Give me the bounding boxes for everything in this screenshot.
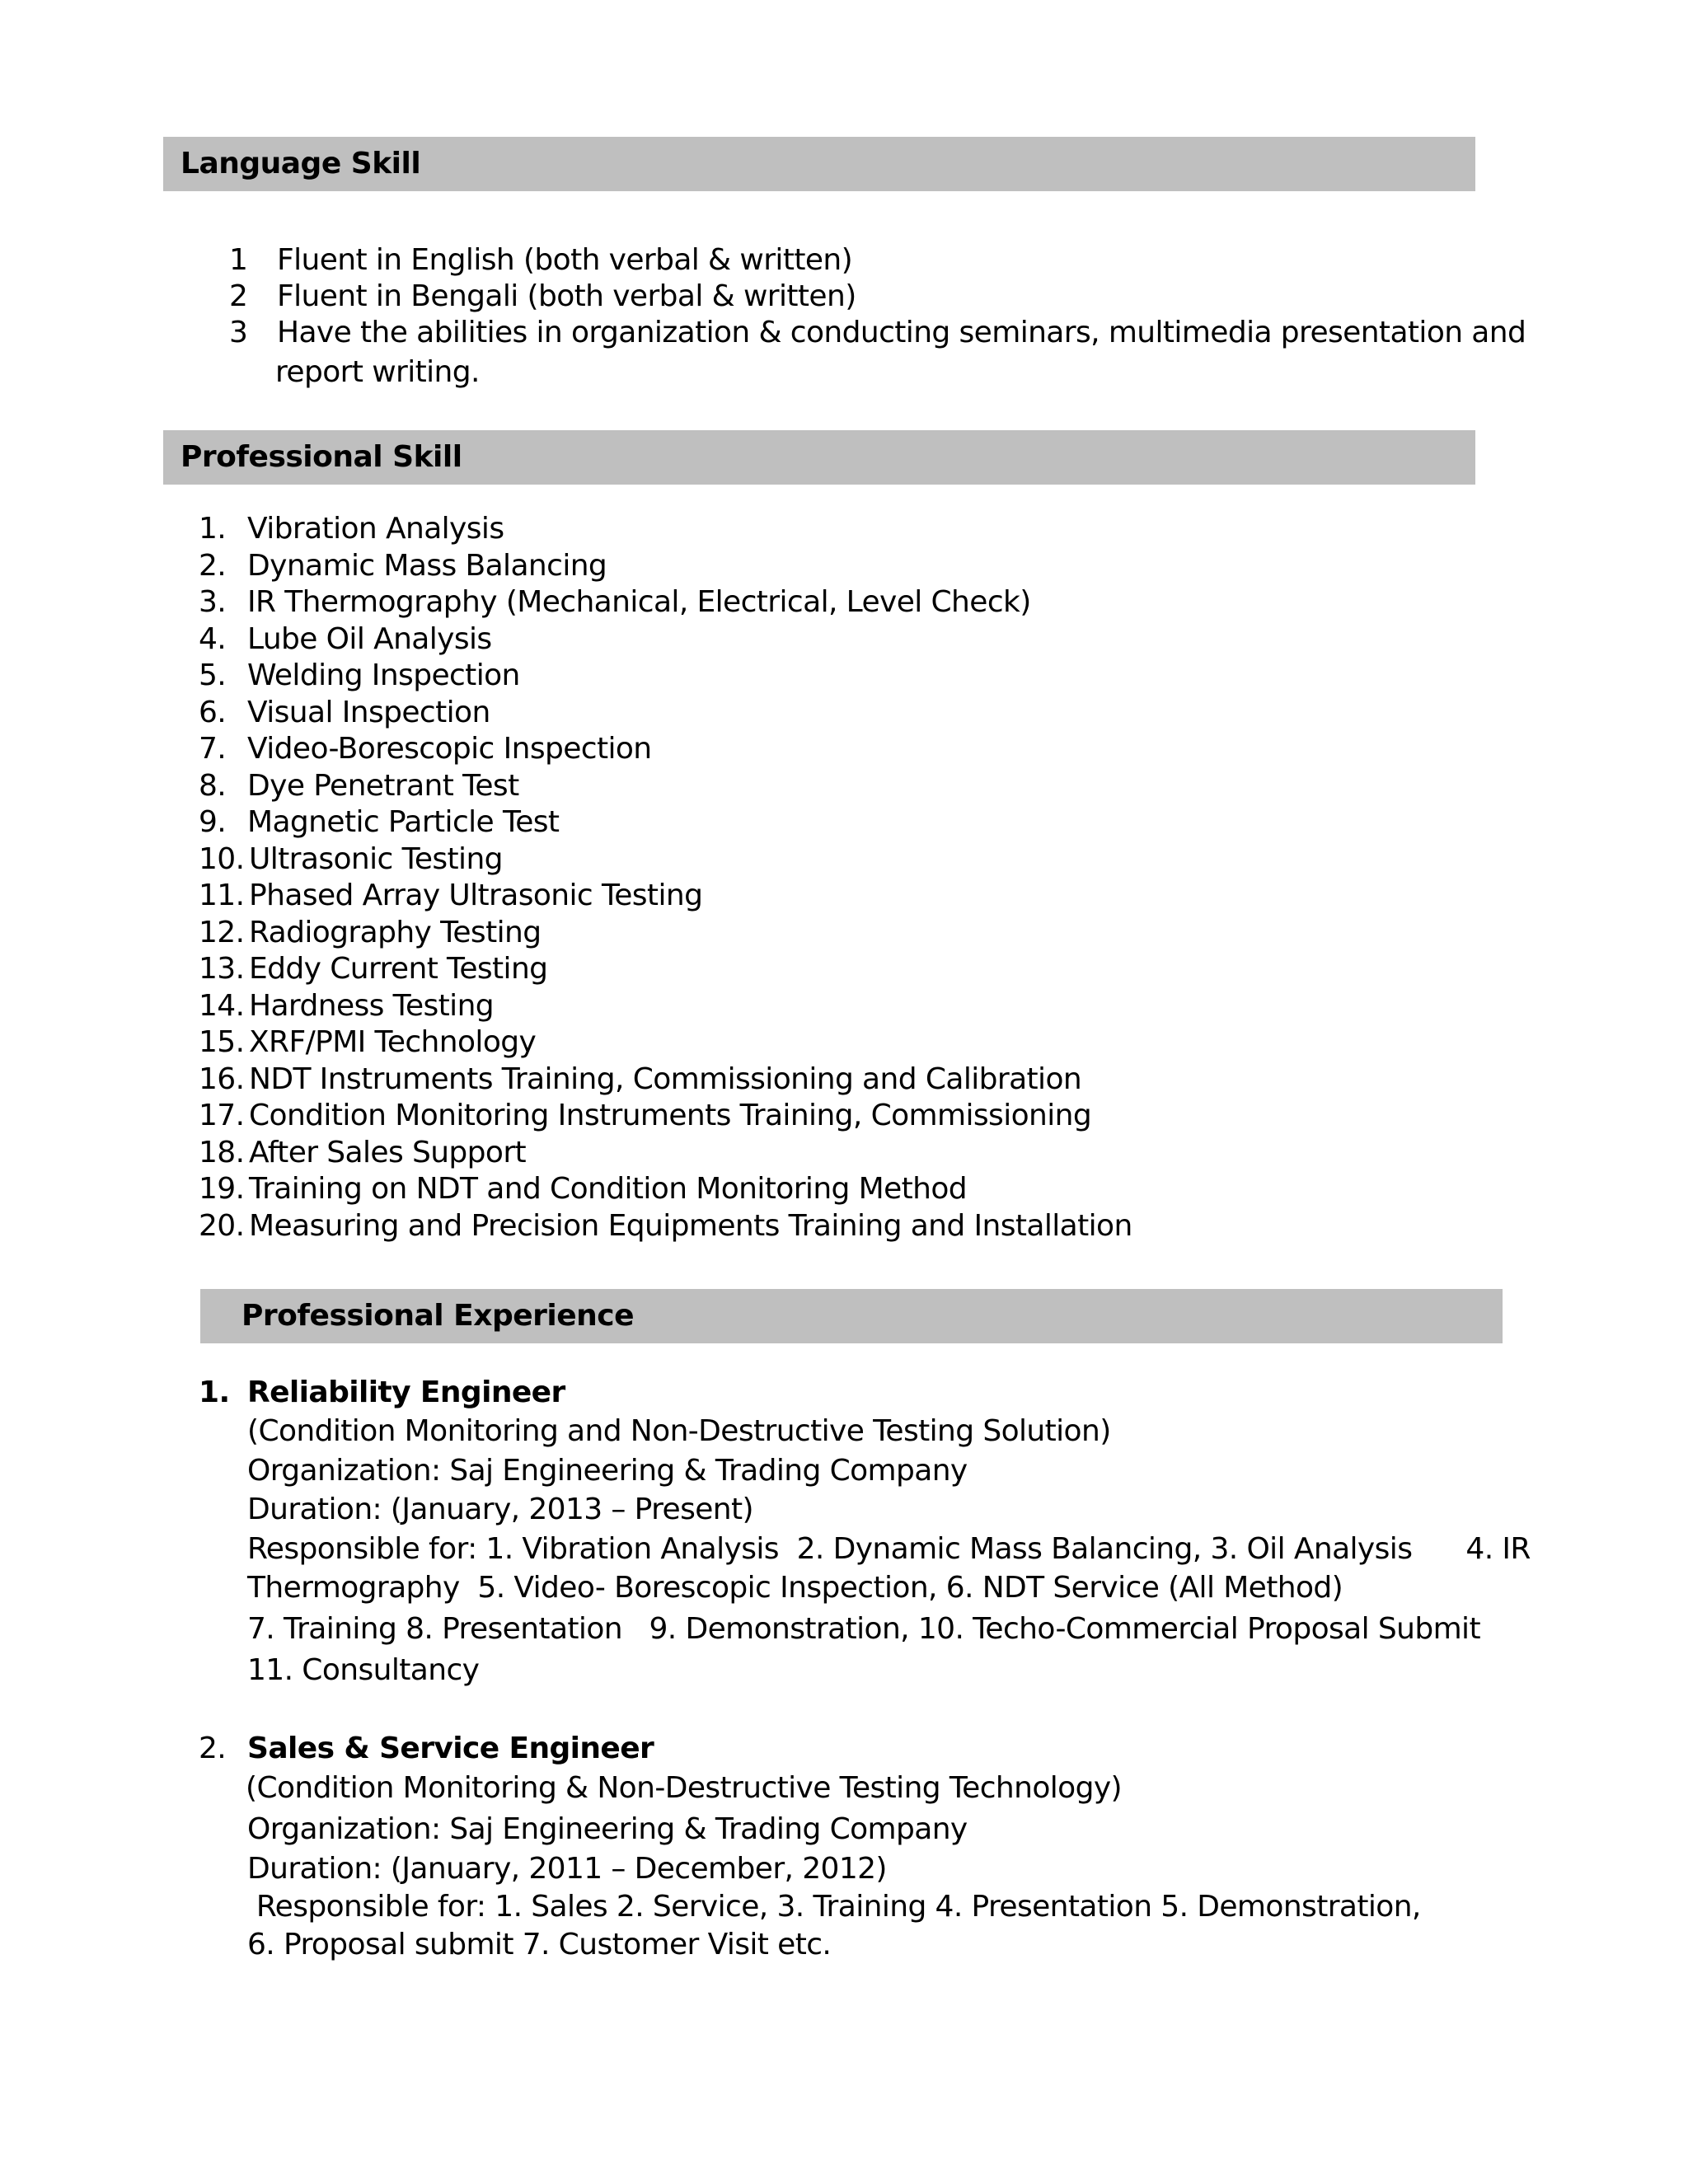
list-number: 1.	[199, 512, 227, 546]
section-heading-professional-experience	[200, 1289, 1503, 1343]
list-number: 10.	[199, 841, 245, 876]
list-text: Dynamic Mass Balancing	[247, 548, 607, 583]
section-heading-language-skill	[163, 137, 1475, 191]
job-duration: Duration: (January, 2011 – December, 2012)	[247, 1852, 887, 1886]
list-text: Magnetic Particle Test	[247, 805, 560, 839]
list-number: 6.	[199, 695, 227, 729]
job-responsibilities: Responsible for: 1. Sales 2. Service, 3. Training 4. Presentation 5. Demonstration,	[247, 1890, 1421, 1924]
list-number: 17.	[199, 1099, 245, 1132]
list-number: 18.	[199, 1135, 245, 1169]
list-number: 8.	[199, 768, 227, 803]
list-number: 16.	[199, 1062, 245, 1096]
list-text: IR Thermography (Mechanical, Electrical, Level Check)	[247, 585, 1031, 619]
list-text: Hardness Testing	[249, 988, 495, 1023]
job-organization: Organization: Saj Engineering & Trading Company	[247, 1454, 968, 1488]
list-text: report writing.	[275, 355, 480, 389]
list-number: 2	[229, 279, 248, 313]
list-text: Have the abilities in organization & conducting seminars, multimedia presentation and	[277, 316, 1526, 349]
list-number: 13.	[199, 952, 245, 986]
list-text: Vibration Analysis	[247, 512, 504, 546]
job-responsibilities: Responsible for: 1. Vibration Analysis 2. Dynamic Mass Balancing, 3. Oil Analysis 4. IR	[247, 1532, 1531, 1566]
list-text: Measuring and Precision Equipments Training and Installation	[249, 1208, 1132, 1243]
section-heading-professional-skill	[163, 430, 1475, 485]
list-text: Video-Borescopic Inspection	[247, 732, 652, 766]
list-number: 5.	[199, 658, 227, 692]
list-text: Welding Inspection	[247, 658, 520, 692]
job-detail: (Condition Monitoring and Non-Destructive Testing Solution)	[247, 1414, 1111, 1448]
section-heading-text: Language Skill	[181, 147, 421, 180]
section-heading-text: Professional Experience	[241, 1299, 635, 1333]
job-detail: (Condition Monitoring & Non-Destructive Testing Technology)	[246, 1771, 1122, 1805]
section-heading-text: Professional Skill	[181, 440, 462, 474]
job-responsibilities: Thermography 5. Video- Borescopic Inspection, 6. NDT Service (All Method)	[247, 1571, 1343, 1605]
list-number: 20.	[199, 1208, 245, 1243]
list-text: Ultrasonic Testing	[249, 841, 503, 876]
job-responsibilities: 11. Consultancy	[247, 1653, 480, 1687]
list-text: Fluent in Bengali (both verbal & written)	[277, 279, 856, 313]
job-organization: Organization: Saj Engineering & Trading Company	[247, 1812, 968, 1846]
list-number: 4.	[199, 621, 227, 656]
job-number: 1.	[199, 1376, 230, 1409]
list-number: 9.	[199, 805, 227, 839]
list-text: NDT Instruments Training, Commissioning and Calibration	[249, 1062, 1082, 1096]
list-number: 19.	[199, 1172, 245, 1206]
list-number: 11.	[199, 879, 245, 912]
job-title: Reliability Engineer	[247, 1376, 565, 1409]
list-number: 14.	[199, 988, 245, 1023]
list-text: XRF/PMI Technology	[249, 1025, 537, 1059]
job-responsibilities: 6. Proposal submit 7. Customer Visit etc.	[247, 1928, 832, 1961]
list-text: Phased Array Ultrasonic Testing	[249, 879, 703, 912]
list-number: 7.	[199, 732, 227, 766]
list-text: Condition Monitoring Instruments Training, Commissioning	[249, 1099, 1092, 1132]
job-responsibilities: 7. Training 8. Presentation 9. Demonstration, 10. Techo-Commercial Proposal Submit	[247, 1612, 1480, 1646]
list-number: 12.	[199, 915, 245, 949]
list-number: 2.	[199, 548, 227, 583]
list-text: Lube Oil Analysis	[247, 621, 492, 656]
list-number: 3.	[199, 585, 227, 619]
list-number: 15.	[199, 1025, 245, 1059]
list-text: Dye Penetrant Test	[247, 768, 519, 803]
list-number: 1	[229, 243, 248, 277]
list-text: Eddy Current Testing	[249, 952, 548, 986]
list-text: After Sales Support	[249, 1135, 527, 1169]
list-text: Training on NDT and Condition Monitoring Method	[249, 1172, 968, 1206]
list-text: Fluent in English (both verbal & written)	[277, 243, 853, 277]
job-duration: Duration: (January, 2013 – Present)	[247, 1493, 753, 1526]
list-text: Visual Inspection	[247, 695, 490, 729]
job-title: Sales & Service Engineer	[247, 1732, 654, 1765]
list-number: 3	[229, 316, 248, 349]
job-number: 2.	[199, 1732, 227, 1765]
list-text: Radiography Testing	[249, 915, 542, 949]
